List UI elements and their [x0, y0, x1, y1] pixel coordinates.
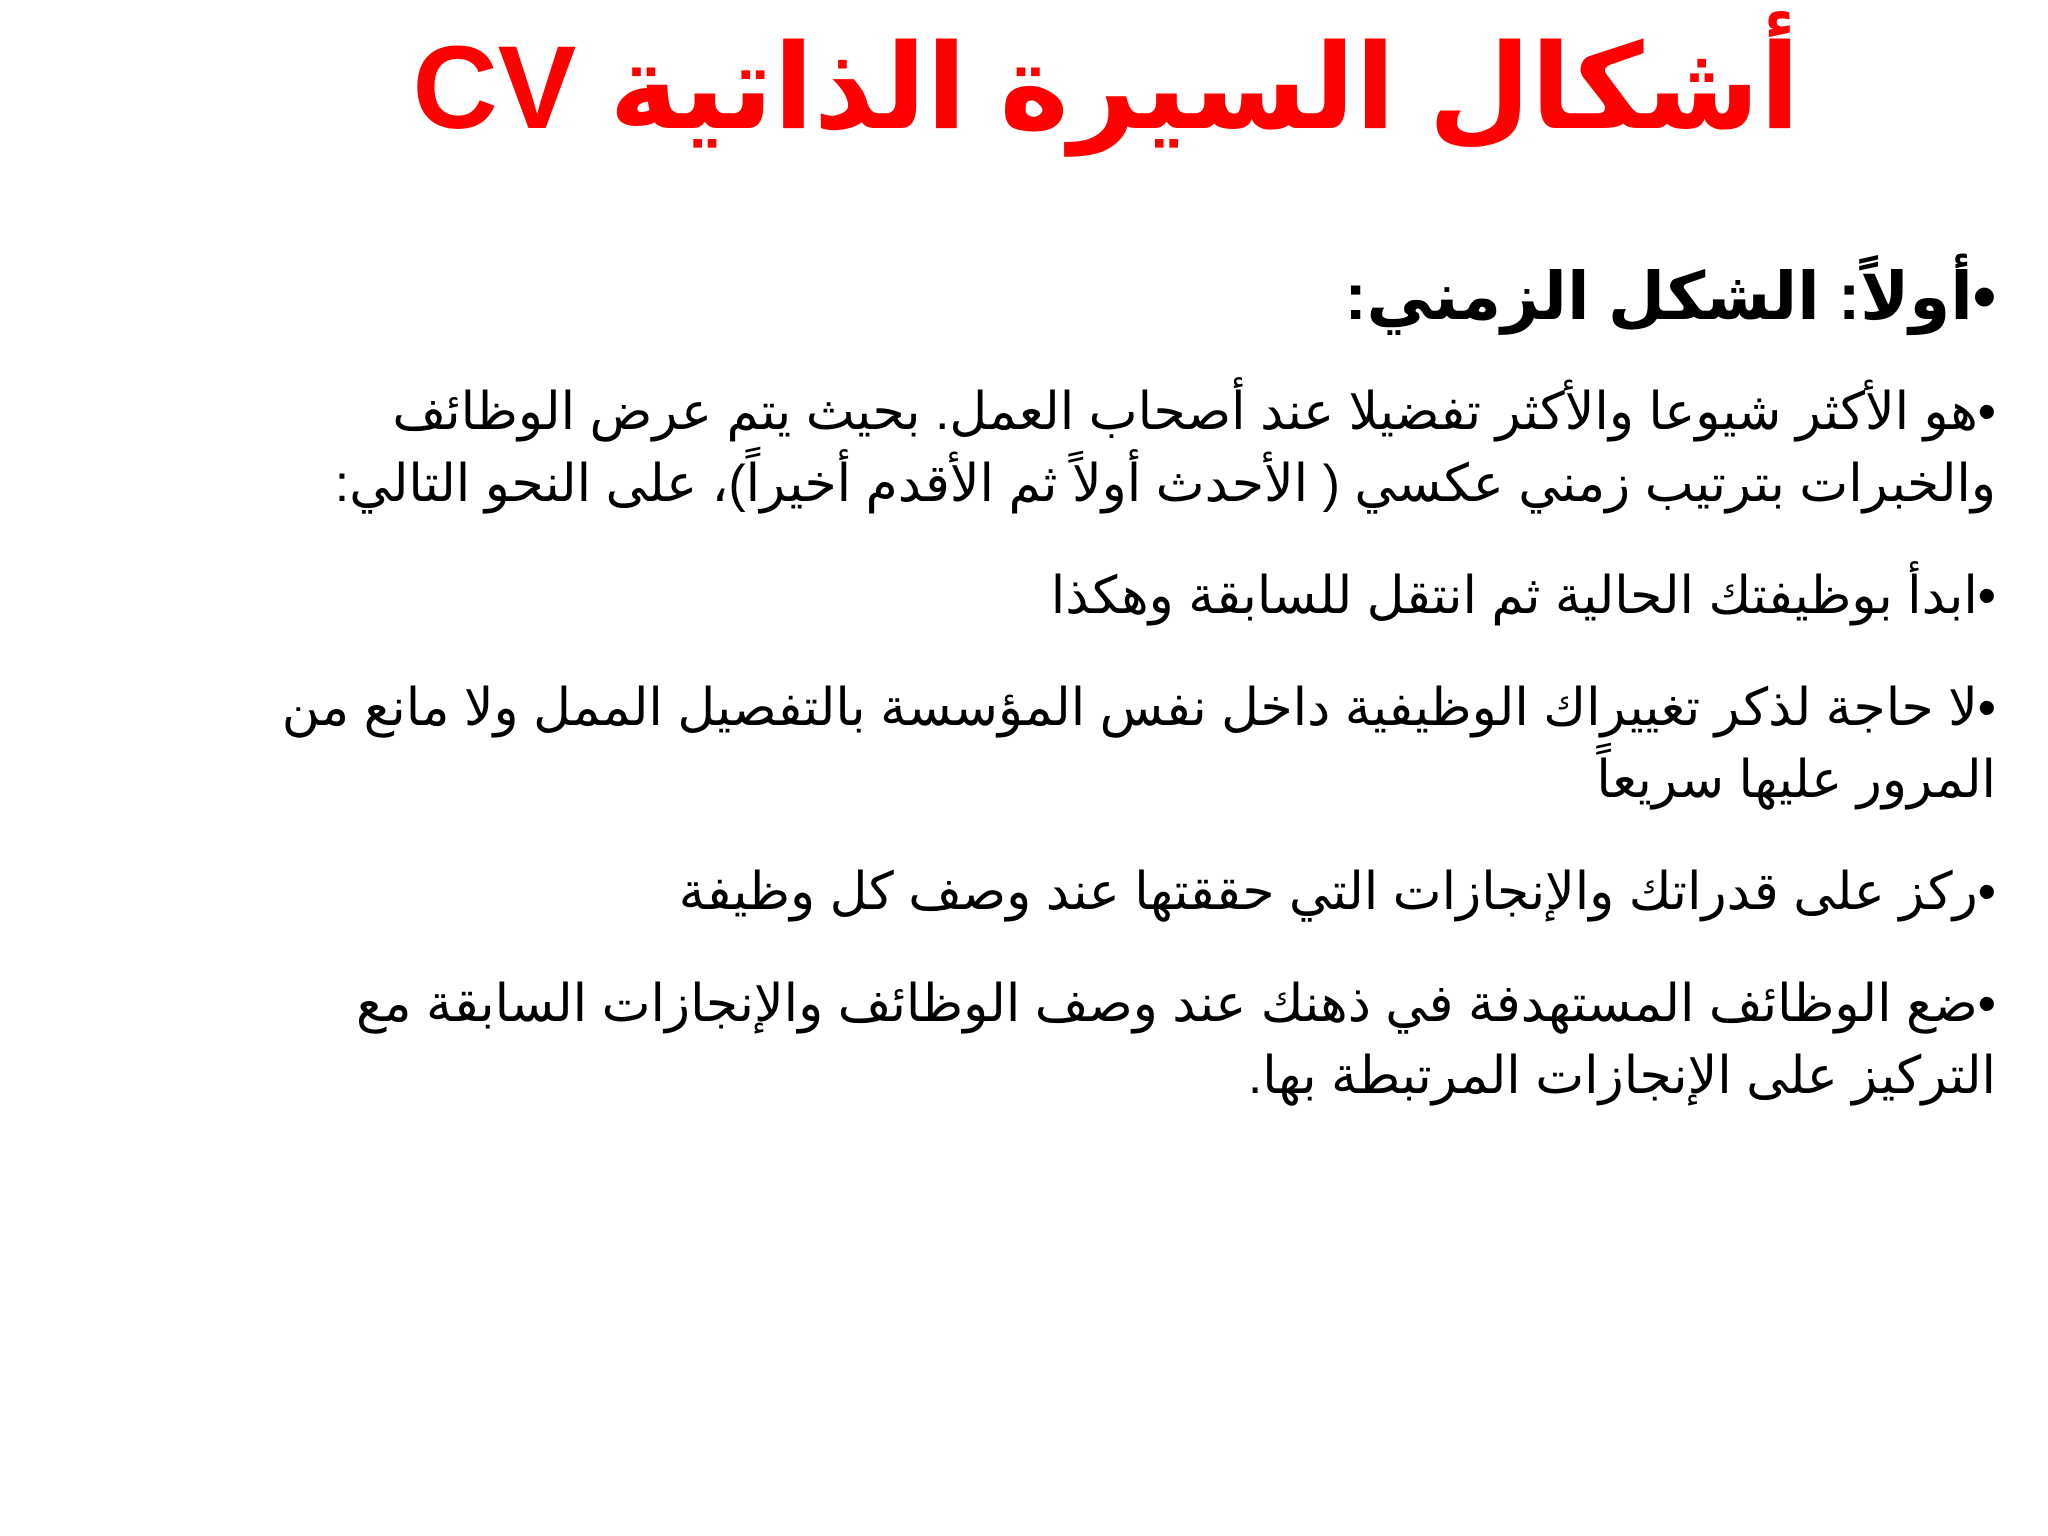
- bullet-item: •ابدأ بوظيفتك الحالية ثم انتقل للسابقة وهكذا: [1050, 567, 1996, 625]
- slide-content: [226, 250, 1996, 1152]
- slide-title: أشكال السيرة الذاتية CV: [412, 22, 1800, 154]
- bullet-item: •ركز على قدراتك والإنجازات التي حققتها عند وصف كل وظيفة: [678, 863, 1996, 921]
- bullet-item: •هو الأكثر شيوعا والأكثر تفضيلا عند أصحاب العمل. بحيث يتم عرض الوظائف والخبرات بترتيب زمني عكسي ( الأحدث أولاً ثم الأقدم أخيراً)، على النحو التالي:: [334, 383, 1996, 513]
- section-heading: •أولاً: الشكل الزمني:: [1344, 259, 1996, 333]
- bullet-item: •لا حاجة لذكر تغييراك الوظيفية داخل نفس المؤسسة بالتفصيل الممل ولا مانع من المرور عليها سريعاً: [281, 679, 1996, 809]
- bullet-item: •ضع الوظائف المستهدفة في ذهنك عند وصف الوظائف والإنجازات السابقة مع التركيز على الإنجازات المرتبطة بها.: [355, 975, 1996, 1105]
